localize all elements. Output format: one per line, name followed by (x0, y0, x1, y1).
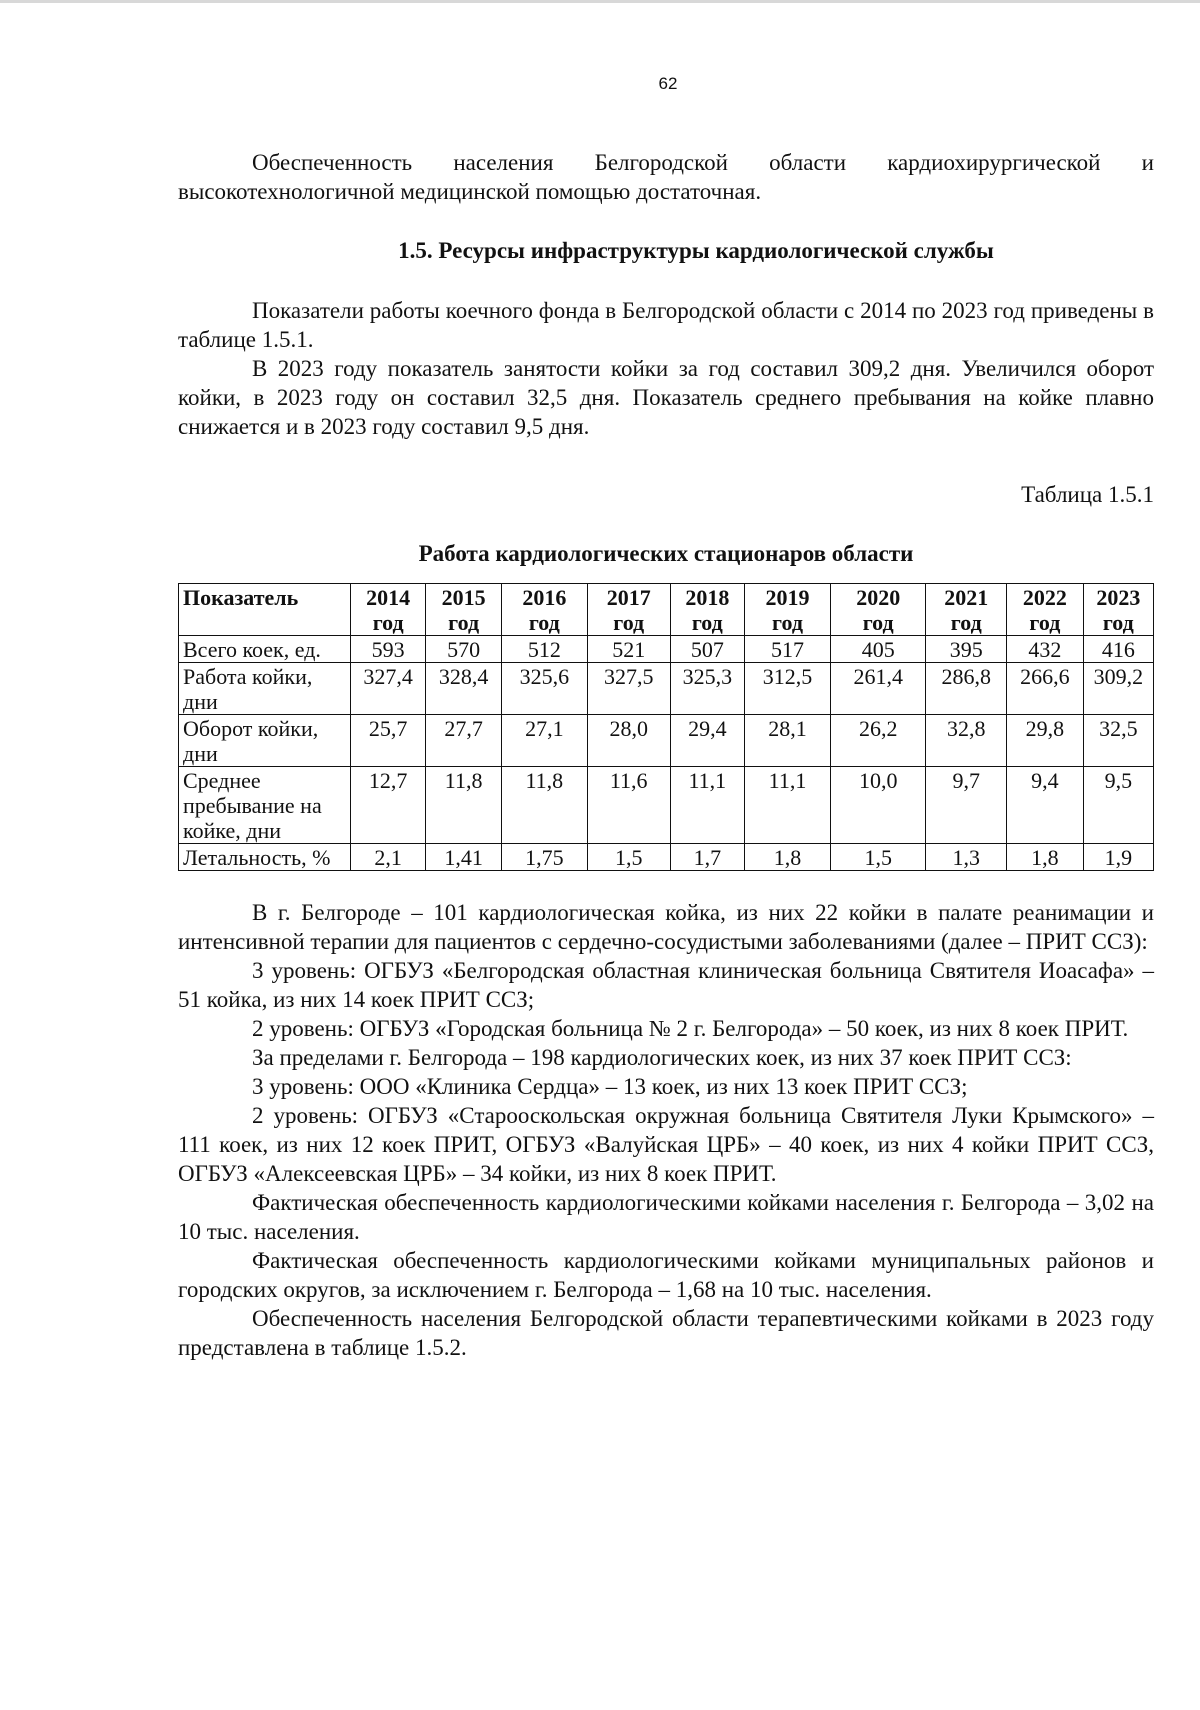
table-cell: 28,1 (745, 715, 831, 767)
table-cell: 11,8 (501, 767, 587, 844)
section-title: Ресурсы инфраструктуры кардиологической службы (438, 238, 994, 263)
table-cell: 570 (426, 636, 501, 663)
table-cell: 1,7 (670, 844, 744, 871)
table-cell: 27,7 (426, 715, 501, 767)
table-cell: 327,4 (350, 663, 425, 715)
header-indicator: Показатель (179, 584, 351, 636)
row-label: Летальность, % (179, 844, 351, 871)
table-cell: 266,6 (1007, 663, 1084, 715)
table-cell: 9,5 (1083, 767, 1153, 844)
table-cell: 1,3 (926, 844, 1007, 871)
row-label: Работа койки, дни (179, 663, 351, 715)
table-cell: 9,7 (926, 767, 1007, 844)
paragraph: Фактическая обеспеченность кардиологическими койками муниципальных районов и городских округов, за исключением г. Белгорода – 1,68 на 10 тыс. населения. (178, 1248, 1154, 1302)
table-cell: 395 (926, 636, 1007, 663)
table-cell: 416 (1083, 636, 1153, 663)
paragraph: Обеспеченность населения Белгородской области терапевтическими койками в 2023 году представлена в таблице 1.5.2. (178, 1306, 1154, 1360)
table-cell: 325,3 (670, 663, 744, 715)
page-number: 62 (658, 74, 678, 93)
table-cell: 1,9 (1083, 844, 1153, 871)
paragraph: 2 уровень: ОГБУЗ «Городская больница № 2 г. Белгорода» – 50 коек, из них 8 коек ПРИТ. (252, 1016, 1129, 1041)
table-cell: 32,8 (926, 715, 1007, 767)
row-label: Всего коек, ед. (179, 636, 351, 663)
table-cell: 1,5 (831, 844, 926, 871)
table-cell: 512 (501, 636, 587, 663)
intro-paragraph: Обеспеченность населения Белгородской области кардиохирургической и высокотехнологичной медицинской помощью достаточная. (178, 150, 1154, 204)
table-cell: 27,1 (501, 715, 587, 767)
beds-description (178, 898, 1154, 1362)
table-cell: 286,8 (926, 663, 1007, 715)
table-cell: 405 (831, 636, 926, 663)
table-row (179, 844, 1154, 871)
row-label: Оборот койки, дни (179, 715, 351, 767)
table-cell: 261,4 (831, 663, 926, 715)
table-cell: 29,8 (1007, 715, 1084, 767)
table-cell: 9,4 (1007, 767, 1084, 844)
table-cell: 29,4 (670, 715, 744, 767)
table-cell: 312,5 (745, 663, 831, 715)
table-title: Работа кардиологических стационаров области (418, 541, 914, 566)
header-year: 2019 год (745, 584, 831, 636)
header-year: 2023 год (1083, 584, 1153, 636)
table-cell: 593 (350, 636, 425, 663)
table-cell: 11,6 (587, 767, 670, 844)
header-year: 2018 год (670, 584, 744, 636)
table-cell: 1,8 (745, 844, 831, 871)
table-row (179, 767, 1154, 844)
table-cell: 25,7 (350, 715, 425, 767)
row-label: Среднее пребывание на койке, дни (179, 767, 351, 844)
table-cell: 327,5 (587, 663, 670, 715)
table-cell: 12,7 (350, 767, 425, 844)
header-year: 2014 год (350, 584, 425, 636)
table-cell: 1,41 (426, 844, 501, 871)
table-cell: 325,6 (501, 663, 587, 715)
table-cell: 1,8 (1007, 844, 1084, 871)
table-cell: 32,5 (1083, 715, 1153, 767)
header-year: 2020 год (831, 584, 926, 636)
scan-top-edge (0, 0, 1200, 3)
table-cell: 328,4 (426, 663, 501, 715)
paragraph: Фактическая обеспеченность кардиологическими койками населения г. Белгорода – 3,02 на 10 тыс. населения. (178, 1190, 1154, 1244)
table-label: Таблица 1.5.1 (1021, 482, 1154, 507)
header-year: 2021 год (926, 584, 1007, 636)
document-body (178, 148, 1154, 1362)
header-year: 2022 год (1007, 584, 1084, 636)
cardiology-stats-table (178, 583, 1154, 871)
table-header-row (179, 584, 1154, 636)
table-cell: 309,2 (1083, 663, 1153, 715)
table-cell: 26,2 (831, 715, 926, 767)
paragraph: 3 уровень: ОГБУЗ «Белгородская областная клиническая больница Святителя Иоасафа» – 51 койка, из них 14 коек ПРИТ ССЗ; (178, 958, 1154, 1012)
table-cell: 28,0 (587, 715, 670, 767)
table-cell: 507 (670, 636, 744, 663)
paragraph: В г. Белгороде – 101 кардиологическая койка, из них 22 койки в палате реанимации и интенсивной терапии для пациентов с сердечно-сосудистыми заболеваниями (далее – ПРИТ ССЗ): (178, 900, 1154, 954)
paragraph-2023-summary: В 2023 году показатель занятости койки за год составил 309,2 дня. Увеличился оборот койки, в 2023 году он составил 32,5 дня. Показатель среднего пребывания на койке плавно снижается и в 2023 году составил 9,5 дня. (178, 356, 1154, 439)
paragraph: 2 уровень: ОГБУЗ «Старооскольская окружная больница Святителя Луки Крымского» – 111 коек, из них 12 коек ПРИТ, ОГБУЗ «Валуйская ЦРБ» – 40 коек, из них 4 койки ПРИТ ССЗ, ОГБУЗ «Алексеевская ЦРБ» – 34 койки, из них 8 коек ПРИТ. (178, 1103, 1154, 1186)
paragraph: За пределами г. Белгорода – 198 кардиологических коек, из них 37 коек ПРИТ ССЗ: (252, 1045, 1072, 1070)
table-cell: 2,1 (350, 844, 425, 871)
table-row (179, 636, 1154, 663)
table-cell: 11,8 (426, 767, 501, 844)
paragraph-table-reference: Показатели работы коечного фонда в Белгородской области с 2014 по 2023 год приведены в таблице 1.5.1. (178, 298, 1154, 352)
table-cell: 10,0 (831, 767, 926, 844)
table-cell: 1,5 (587, 844, 670, 871)
table-cell: 432 (1007, 636, 1084, 663)
table-cell: 11,1 (745, 767, 831, 844)
table-cell: 521 (587, 636, 670, 663)
table-cell: 1,75 (501, 844, 587, 871)
table-row (179, 715, 1154, 767)
table-cell: 517 (745, 636, 831, 663)
header-year: 2016 год (501, 584, 587, 636)
header-year: 2017 год (587, 584, 670, 636)
table-cell: 11,1 (670, 767, 744, 844)
header-year: 2015 год (426, 584, 501, 636)
section-number: 1.5. (398, 238, 433, 263)
table-row (179, 663, 1154, 715)
section-heading (178, 236, 1154, 265)
paragraph: 3 уровень: ООО «Клиника Сердца» – 13 коек, из них 13 коек ПРИТ ССЗ; (252, 1074, 968, 1099)
